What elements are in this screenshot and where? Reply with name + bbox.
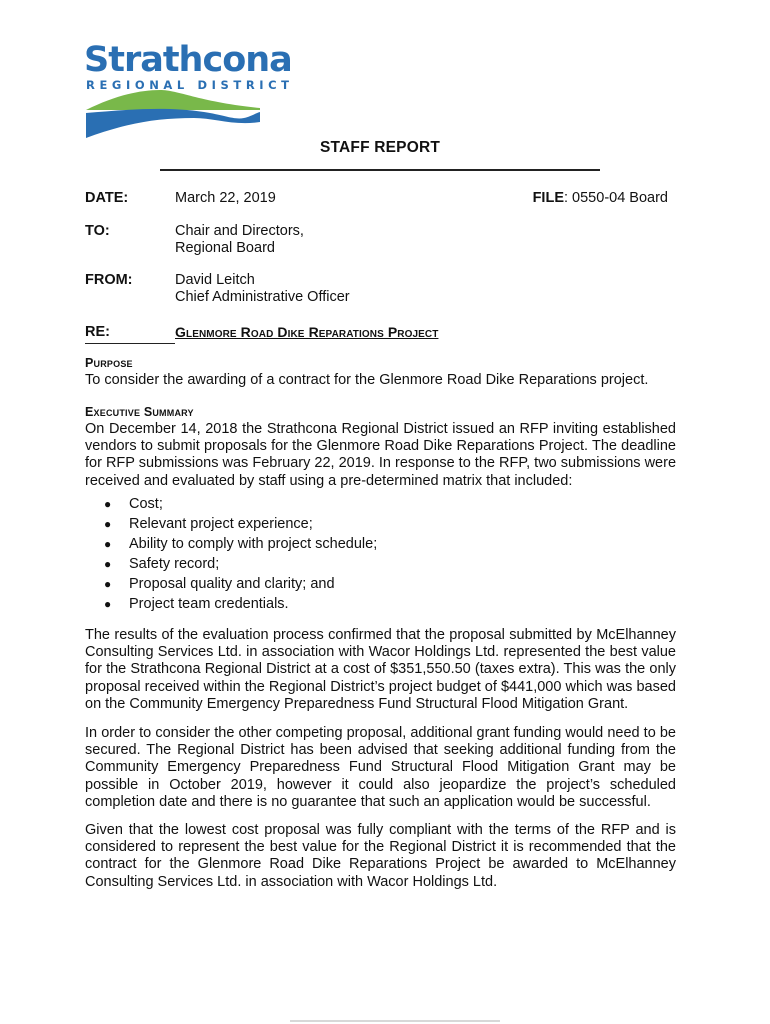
title-divider <box>160 169 600 171</box>
list-item <box>104 594 377 614</box>
strathcona-logo <box>82 40 294 145</box>
list-item <box>104 494 377 514</box>
file-reference <box>533 190 668 206</box>
from-line-1: David Leitch <box>175 272 255 288</box>
scan-artifact <box>290 1020 500 1022</box>
from-line-2: Chief Administrative Officer <box>175 289 350 305</box>
purpose-heading: Purpose <box>85 356 133 370</box>
from-label: FROM: <box>85 272 133 288</box>
list-item-text: Proposal quality and clarity; and <box>129 576 335 592</box>
bullet-icon: ● <box>104 597 112 611</box>
list-item-text: Ability to comply with project schedule; <box>129 536 378 552</box>
bullet-icon: ● <box>104 577 112 591</box>
to-label: TO: <box>85 223 110 239</box>
purpose-text: To consider the awarding of a contract for the Glenmore Road Dike Reparations project. <box>85 372 649 388</box>
logo-name: Strathcona <box>84 40 292 80</box>
bullet-icon: ● <box>104 497 112 511</box>
evaluation-criteria-list <box>104 494 377 614</box>
list-item-text: Cost; <box>129 496 163 512</box>
logo-subtitle: REGIONAL DISTRICT <box>86 78 294 92</box>
executive-summary-heading: Executive Summary <box>85 405 194 419</box>
list-item <box>104 514 377 534</box>
re-subject: Glenmore Road Dike Reparations Project <box>175 324 439 340</box>
re-underline <box>85 343 175 344</box>
bullet-icon: ● <box>104 537 112 551</box>
list-item-text: Safety record; <box>129 556 220 572</box>
evaluation-results-paragraph: The results of the evaluation process confirmed that the proposal submitted by McElhanney Consulting Services Ltd. in association with Wacor Holdings Ltd. represented the best value for the Strathcona Regional District at a cost of $351,550.50 (taxes extra). This was the only proposal received within the Regional District’s project budget of $441,000 which was based on the Community Emergency Preparedness Fund Structural Flood Mitigation Grant. <box>85 627 676 712</box>
file-label: FILE <box>532 190 564 206</box>
list-item <box>104 554 377 574</box>
additional-funding-paragraph: In order to consider the other competing proposal, additional grant funding would need to be secured. The Regional District has been advised that seeking additional funding from the Community Emergency Preparedness Fund Structural Flood Mitigation Grant may be possible in October 2019, however it could also jeopardize the project’s scheduled completion date and there is no guarantee that such an application would be successful. <box>85 725 676 810</box>
to-line-2: Regional Board <box>175 240 275 256</box>
report-title: STAFF REPORT <box>319 139 441 156</box>
file-value: : 0550-04 Board <box>564 190 668 206</box>
recommendation-paragraph: Given that the lowest cost proposal was fully compliant with the terms of the RFP and is considered to represent the best value for the Regional District it is recommended that the contract for the Glenmore Road Dike Reparations Project be awarded to McElhanney Consulting Services Ltd. in association with Wacor Holdings Ltd. <box>85 822 676 890</box>
re-label: RE: <box>85 324 110 340</box>
list-item-text: Relevant project experience; <box>129 516 313 532</box>
date-label: DATE: <box>85 190 129 206</box>
mountain-water-icon <box>84 88 262 140</box>
executive-summary-text: On December 14, 2018 the Strathcona Regional District issued an RFP inviting established vendors to submit proposals for the Glenmore Road Dike Reparations Project. The deadline for RFP submissions was February 22, 2019. In response to the RFP, two submissions were received and evaluated by staff using a pre-determined matrix that included: <box>85 421 677 489</box>
date-value: March 22, 2019 <box>175 190 276 206</box>
list-item <box>104 574 377 594</box>
to-line-1: Chair and Directors, <box>175 223 304 239</box>
bullet-icon: ● <box>104 517 112 531</box>
list-item <box>104 534 377 554</box>
bullet-icon: ● <box>104 557 112 571</box>
list-item-text: Project team credentials. <box>129 596 289 612</box>
